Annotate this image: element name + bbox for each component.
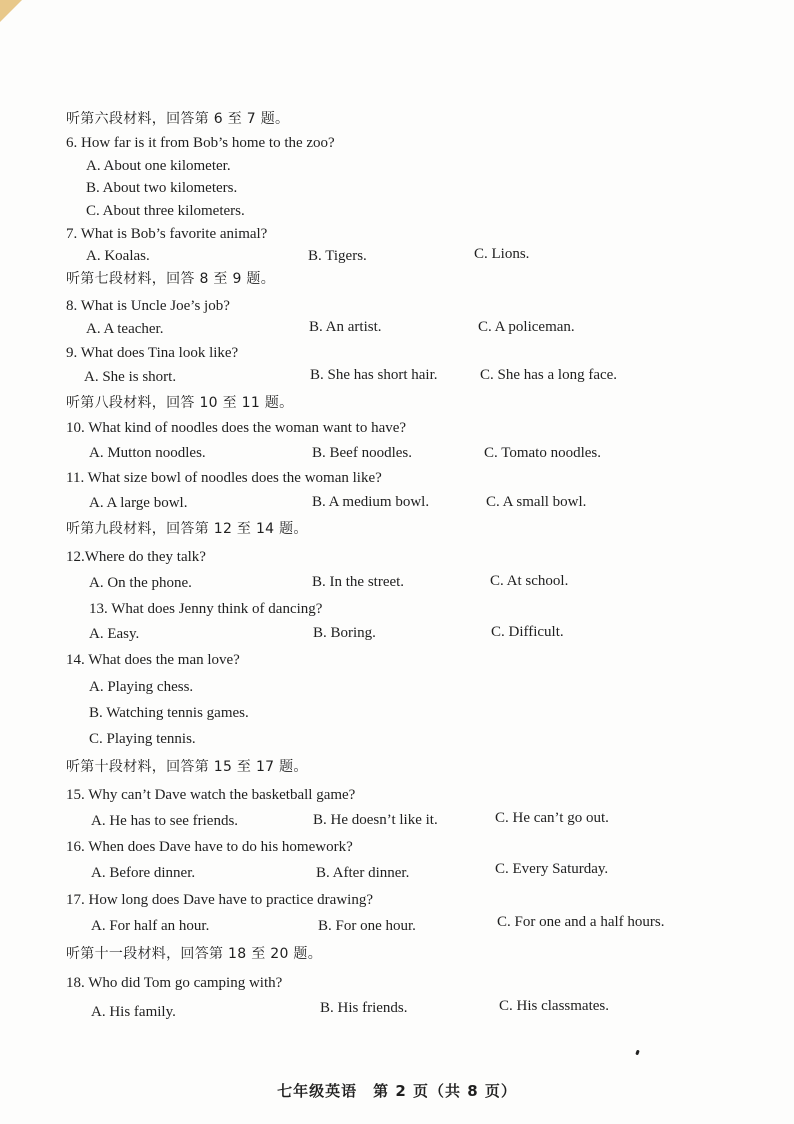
question-15: 15. Why can’t Dave watch the basketball game? (66, 787, 356, 803)
question-6: 6. How far is it from Bob’s home to the zoo? (66, 135, 335, 151)
question-11-option-b: B. A medium bowl. (312, 494, 430, 510)
question-18-option-b: B. His friends. (320, 1000, 408, 1016)
question-13-option-b: B. Boring. (313, 625, 376, 641)
question-18: 18. Who did Tom go camping with? (66, 975, 283, 991)
question-18-option-c: C. His classmates. (499, 998, 609, 1014)
question-6-option-b: B. About two kilometers. (86, 180, 238, 196)
question-9: 9. What does Tina look like? (66, 345, 239, 361)
question-14-option-b: B. Watching tennis games. (89, 705, 249, 721)
question-17-option-a: A. For half an hour. (91, 918, 210, 934)
question-15-option-b: B. He doesn’t like it. (313, 812, 438, 828)
section-heading-6: 听第六段材料，回答第 6 至 7 题。 (66, 111, 290, 127)
question-8: 8. What is Uncle Joe’s job? (66, 298, 230, 314)
question-11: 11. What size bowl of noodles does the woman like? (66, 470, 382, 486)
question-6-option-a: A. About one kilometer. (86, 158, 231, 174)
question-8-option-b: B. An artist. (309, 319, 382, 335)
question-10-option-a: A. Mutton noodles. (89, 445, 206, 461)
question-9-option-b: B. She has short hair. (310, 367, 438, 383)
question-10-option-b: B. Beef noodles. (312, 445, 412, 461)
question-7-option-b: B. Tigers. (308, 248, 367, 264)
question-16-option-c: C. Every Saturday. (495, 861, 609, 877)
section-heading-10: 听第十段材料，回答第 15 至 17 题。 (66, 759, 308, 775)
question-15-option-a: A. He has to see friends. (91, 813, 239, 829)
question-11-option-a: A. A large bowl. (89, 495, 188, 511)
question-17-option-c: C. For one and a half hours. (497, 914, 665, 930)
section-heading-9: 听第九段材料，回答第 12 至 14 题。 (66, 521, 308, 537)
section-heading-11: 听第十一段材料，回答第 18 至 20 题。 (66, 946, 323, 962)
question-11-option-c: C. A small bowl. (486, 494, 587, 510)
question-12-option-c: C. At school. (490, 573, 569, 589)
question-12-option-a: A. On the phone. (89, 575, 192, 591)
question-13: 13. What does Jenny think of dancing? (89, 601, 323, 617)
question-18-option-a: A. His family. (91, 1004, 176, 1020)
section-heading-8: 听第八段材料，回答 10 至 11 题。 (66, 395, 294, 411)
section-heading-7: 听第七段材料，回答 8 至 9 题。 (66, 271, 276, 287)
question-16-option-b: B. After dinner. (316, 865, 410, 881)
question-7-option-c: C. Lions. (474, 246, 530, 262)
question-8-option-c: C. A policeman. (478, 319, 575, 335)
question-12-option-b: B. In the street. (312, 574, 405, 590)
question-15-option-c: C. He can’t go out. (495, 810, 609, 826)
question-9-option-a: A. She is short. (84, 369, 177, 385)
question-17-option-b: B. For one hour. (318, 918, 416, 934)
question-14-option-a: A. Playing chess. (89, 679, 194, 695)
question-16-option-a: A. Before dinner. (91, 865, 196, 881)
question-14-option-c: C. Playing tennis. (89, 731, 196, 747)
question-17: 17. How long does Dave have to practice drawing? (66, 892, 373, 908)
question-12: 12.Where do they talk? (66, 549, 206, 565)
question-7-option-a: A. Koalas. (86, 248, 150, 264)
question-7: 7. What is Bob’s favorite animal? (66, 226, 268, 242)
question-10: 10. What kind of noodles does the woman want to have? (66, 420, 407, 436)
question-10-option-c: C. Tomato noodles. (484, 445, 602, 461)
question-6-option-c: C. About three kilometers. (86, 203, 245, 219)
ink-dot (635, 1050, 640, 1056)
question-9-option-c: C. She has a long face. (480, 367, 618, 383)
corner-stain (0, 0, 22, 22)
question-14: 14. What does the man love? (66, 652, 240, 668)
question-16: 16. When does Dave have to do his homework? (66, 839, 353, 855)
page-footer: 七年级英语 第 2 页（共 8 页） (277, 1082, 517, 1100)
question-13-option-a: A. Easy. (89, 626, 140, 642)
question-8-option-a: A. A teacher. (86, 321, 164, 337)
question-13-option-c: C. Difficult. (491, 624, 564, 640)
